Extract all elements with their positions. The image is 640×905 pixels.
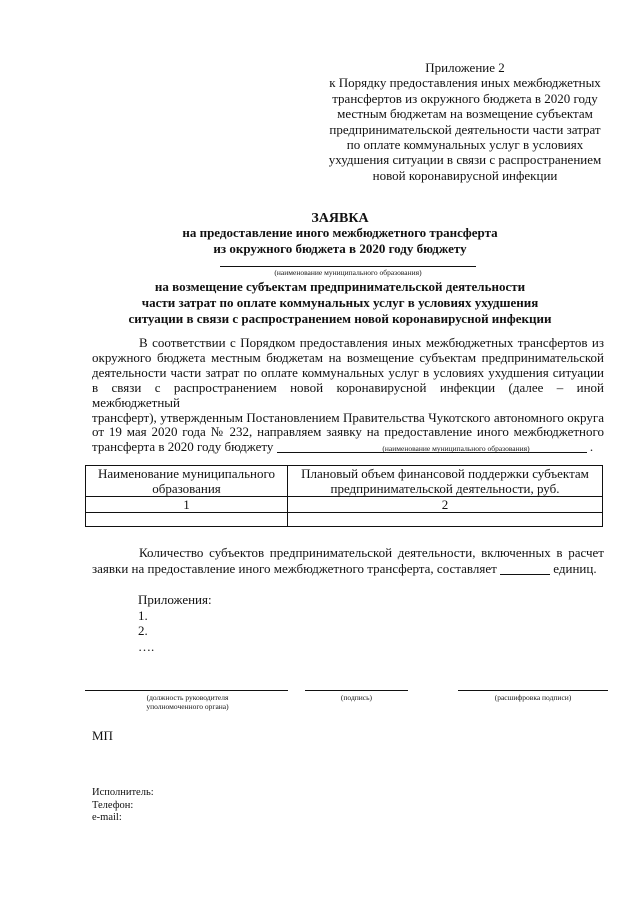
signature-line[interactable] — [305, 690, 408, 691]
count-blank[interactable] — [500, 562, 550, 575]
header-planned-volume: Плановый объем финансовой поддержки субъектам предпринимательской деятельности, руб. — [288, 466, 603, 497]
body-line: окружного бюджета местным бюджетам на возмещение субъектам предпринимательской — [92, 349, 604, 365]
attachments-block — [138, 592, 212, 654]
municipality-blank-line — [220, 266, 476, 267]
purpose-heading — [60, 279, 620, 326]
body-last-prefix: трансферта в 2020 году бюджету — [92, 439, 274, 455]
body-line: В соответствии с Порядком предоставления иных межбюджетных трансфертов из — [139, 335, 604, 350]
attachment-item: 2. — [138, 623, 148, 638]
column-number-2: 2 — [288, 497, 603, 513]
decoding-line[interactable] — [458, 690, 608, 691]
appendix-line: ухудшения ситуации в связи с распространением — [328, 152, 602, 168]
attachment-item: 1. — [138, 607, 148, 623]
body-last-suffix: . — [589, 439, 594, 455]
planned-volume-cell[interactable] — [288, 513, 603, 527]
document-subtitle — [60, 225, 620, 256]
body-line: трансферт), утвержденным Постановлением Правительства Чукотского автономного округа — [92, 409, 604, 425]
body-line: деятельности части затрат по оплате коммунальных услуг в условиях ухудшения ситуации — [92, 364, 604, 380]
decoding-caption: (расшифровка подписи) — [494, 693, 572, 702]
municipality-caption: (наименование муниципального образования) — [274, 268, 422, 277]
count-line-2 — [92, 561, 604, 577]
budget-caption: (наименование муниципального образования) — [382, 444, 530, 453]
email-label: e-mail: — [92, 812, 122, 823]
document-title: ЗАЯВКА — [311, 211, 369, 226]
appendix-line: новой коронавирусной инфекции — [372, 167, 558, 183]
appendix-line: местным бюджетам на возмещение субъектам — [337, 106, 593, 122]
count-line-1: Количество субъектов предпринимательской деятельности, включенных в расчет — [139, 545, 604, 560]
count-suffix: единиц. — [553, 561, 597, 576]
header-municipality: Наименование муниципального образования — [86, 466, 288, 497]
appendix-line: по оплате коммунальных услуг в условиях — [346, 137, 584, 153]
count-prefix: заявки на предоставление иного межбюджетного трансферта, составляет — [92, 561, 497, 576]
purpose-line: на возмещение субъектам предпринимательской деятельности — [154, 279, 526, 294]
body-line: от 19 мая 2020 года № 232, направляем заявку на предоставление иного межбюджетного — [92, 424, 604, 440]
purpose-line: части затрат по оплате коммунальных услуг в условиях ухудшения — [141, 294, 539, 310]
subtitle-line: из окружного бюджета в 2020 году бюджету — [213, 240, 467, 256]
signature-caption: (подпись) — [340, 693, 373, 702]
municipality-cell[interactable] — [86, 513, 288, 527]
position-line[interactable] — [85, 690, 288, 691]
request-table — [85, 465, 603, 527]
count-paragraph — [92, 545, 604, 577]
stamp-place: МП — [92, 728, 113, 743]
phone-label: Телефон: — [92, 799, 134, 811]
table-number-row — [86, 497, 603, 513]
subtitle-line: на предоставление иного межбюджетного трансферта — [182, 225, 498, 240]
purpose-line: ситуации в связи с распространением новой коронавирусной инфекции — [128, 310, 552, 326]
appendix-block — [300, 60, 630, 183]
position-caption: (должность руководителя уполномоченного органа) — [146, 693, 229, 711]
attachment-item: …. — [138, 638, 155, 654]
contacts-block — [92, 787, 154, 825]
appendix-line: трансфертов из окружного бюджета в 2020 году — [332, 90, 598, 106]
body-line: в связи с распространением новой коронавирусной инфекции (далее – иной межбюджетный — [92, 379, 604, 410]
executor-label: Исполнитель: — [92, 787, 154, 798]
body-paragraph — [92, 336, 604, 455]
appendix-line: предпринимательской деятельности части затрат — [329, 121, 601, 137]
attachments-label: Приложения: — [138, 592, 212, 607]
column-number-1: 1 — [86, 497, 288, 513]
appendix-line: к Порядку предоставления иных межбюджетных — [329, 75, 601, 91]
table-row — [86, 513, 603, 527]
appendix-line: Приложение 2 — [425, 60, 505, 75]
table-header-row — [86, 466, 603, 497]
